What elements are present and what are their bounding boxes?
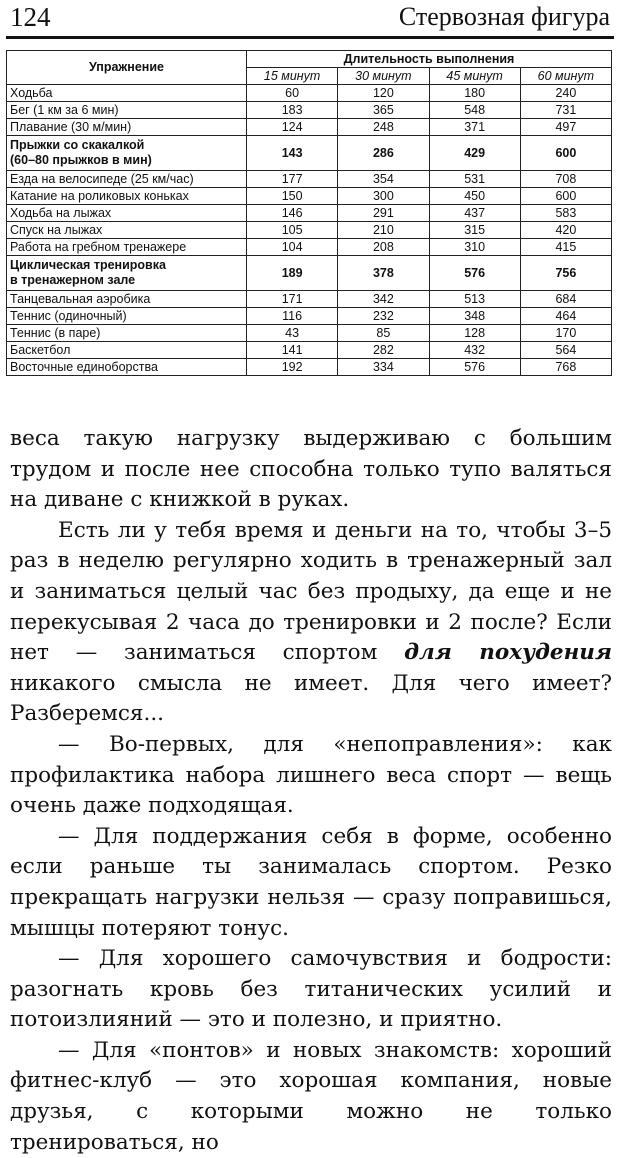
table-row (7, 119, 612, 136)
table-row (7, 359, 612, 376)
exercise-name-cell (7, 136, 247, 171)
calorie-table (6, 50, 612, 376)
table-row (7, 205, 612, 222)
exercise-name-cell: Баскетбол (7, 342, 247, 359)
exercise-name-cell: Плавание (30 м/мин) (7, 119, 247, 136)
calorie-value-cell: 576 (429, 359, 520, 376)
calorie-value-cell: 104 (247, 239, 338, 256)
calorie-value-cell: 120 (338, 85, 429, 102)
duration-header-cell: 60 минут (520, 68, 611, 85)
calorie-value-cell: 600 (520, 136, 611, 171)
exercise-name-cell: Спуск на лыжах (7, 222, 247, 239)
exercise-name-line: в тренажерном зале (10, 273, 136, 287)
calorie-value-cell: 189 (247, 256, 338, 291)
calorie-value-cell: 432 (429, 342, 520, 359)
book-title: Стервозная фигура (398, 2, 610, 31)
calorie-value-cell: 342 (338, 291, 429, 308)
calorie-value-cell: 371 (429, 119, 520, 136)
page-number: 124 (10, 2, 51, 32)
table-row (7, 291, 612, 308)
table-row (7, 239, 612, 256)
calorie-value-cell: 105 (247, 222, 338, 239)
paragraph: — Для поддержания себя в форме, особенно если раньше ты занималась спортом. Резко прекращать нагрузки нельзя — сразу поправишься, мышцы потеряют тонус. (10, 823, 612, 941)
duration-column-header: Длительность выполнения (247, 51, 612, 68)
calorie-value-cell: 600 (520, 188, 611, 205)
calorie-value-cell: 378 (338, 256, 429, 291)
calorie-value-cell: 192 (247, 359, 338, 376)
calorie-value-cell: 315 (429, 222, 520, 239)
duration-header-cell: 30 минут (338, 68, 429, 85)
calorie-value-cell: 141 (247, 342, 338, 359)
calorie-value-cell: 348 (429, 308, 520, 325)
table-row (7, 342, 612, 359)
calorie-value-cell: 60 (247, 85, 338, 102)
calorie-value-cell: 731 (520, 102, 611, 119)
paragraph: веса такую нагрузку выдерживаю с большим трудом и после нее способна только тупо валяться на диване с книжкой в руках. (10, 426, 612, 513)
calorie-value-cell: 497 (520, 119, 611, 136)
exercise-name-line: Прыжки со скакалкой (10, 138, 145, 152)
table-row (7, 102, 612, 119)
calorie-value-cell: 208 (338, 239, 429, 256)
calorie-value-cell: 548 (429, 102, 520, 119)
paragraph: — Во-первых, для «непоправления»: как профилактика набора лишнего веса спорт — вещь очень даже подходящая. (10, 731, 612, 819)
calorie-value-cell: 354 (338, 171, 429, 188)
calorie-value-cell: 684 (520, 291, 611, 308)
exercise-name-line: Циклическая тренировка (10, 258, 166, 272)
calorie-value-cell: 564 (520, 342, 611, 359)
calorie-value-cell: 768 (520, 359, 611, 376)
duration-header-cell: 45 минут (429, 68, 520, 85)
calorie-value-cell: 583 (520, 205, 611, 222)
calorie-value-cell: 420 (520, 222, 611, 239)
exercise-name-cell: Теннис (в паре) (7, 325, 247, 342)
duration-header-cell: 15 минут (247, 68, 338, 85)
calorie-value-cell: 334 (338, 359, 429, 376)
calorie-value-cell: 310 (429, 239, 520, 256)
calorie-value-cell: 150 (247, 188, 338, 205)
paragraph (10, 516, 612, 730)
calorie-value-cell: 85 (338, 325, 429, 342)
table-row (7, 85, 612, 102)
calorie-value-cell: 210 (338, 222, 429, 239)
calorie-value-cell: 232 (338, 308, 429, 325)
calorie-value-cell: 756 (520, 256, 611, 291)
calorie-value-cell: 183 (247, 102, 338, 119)
exercise-column-header: Упражнение (7, 51, 247, 85)
calorie-value-cell: 576 (429, 256, 520, 291)
calorie-value-cell: 513 (429, 291, 520, 308)
running-header (8, 0, 612, 34)
calorie-value-cell: 282 (338, 342, 429, 359)
exercise-name-cell: Восточные единоборства (7, 359, 247, 376)
table-row (7, 136, 612, 171)
calorie-value-cell: 43 (247, 325, 338, 342)
calorie-value-cell: 437 (429, 205, 520, 222)
table-row (7, 308, 612, 325)
calorie-value-cell: 708 (520, 171, 611, 188)
calorie-value-cell: 146 (247, 205, 338, 222)
body-text (10, 424, 612, 1158)
calorie-value-cell: 531 (429, 171, 520, 188)
paragraph: — Для «понтов» и новых знакомств: хороший фитнес-клуб — это хорошая компания, новые друзья, с которыми можно не только тренироваться, но (10, 1037, 612, 1155)
exercise-name-line: (60–80 прыжков в мин) (10, 153, 152, 167)
calorie-value-cell: 177 (247, 171, 338, 188)
table-row (7, 171, 612, 188)
calorie-value-cell: 415 (520, 239, 611, 256)
paragraph: — Для хорошего самочувствия и бодрости: разогнать кровь без титанических усилий и потоизлияний — это и полезно, и приятно. (10, 946, 612, 1033)
table-row (7, 325, 612, 342)
paragraph-text: никакого смысла не имеет. Для чего имеет? Разберемся... (10, 670, 612, 727)
exercise-name-cell: Ходьба на лыжах (7, 205, 247, 222)
calorie-value-cell: 170 (520, 325, 611, 342)
calorie-value-cell: 464 (520, 308, 611, 325)
table-body (7, 85, 612, 376)
calorie-value-cell: 124 (247, 119, 338, 136)
exercise-name-cell (7, 256, 247, 291)
calorie-value-cell: 291 (338, 205, 429, 222)
paragraph-text: Есть ли у тебя время и деньги на то, чтобы 3–5 раз в неделю регулярно ходить в тренажерный зал и заниматься целый час без продыху, да еще и не перекусывая 2 часа до тренировки и 2 после? Если нет — заниматься спортом (10, 517, 612, 666)
exercise-name-cell: Работа на гребном тренажере (7, 239, 247, 256)
calorie-value-cell: 128 (429, 325, 520, 342)
table-row (7, 188, 612, 205)
exercise-name-cell: Теннис (одиночный) (7, 308, 247, 325)
calorie-value-cell: 248 (338, 119, 429, 136)
calorie-value-cell: 429 (429, 136, 520, 171)
exercise-name-cell: Езда на велосипеде (25 км/час) (7, 171, 247, 188)
calorie-value-cell: 180 (429, 85, 520, 102)
calorie-value-cell: 240 (520, 85, 611, 102)
table-row (7, 256, 612, 291)
exercise-name-cell: Катание на роликовых коньках (7, 188, 247, 205)
table-row (7, 222, 612, 239)
calorie-value-cell: 286 (338, 136, 429, 171)
calorie-value-cell: 365 (338, 102, 429, 119)
calorie-value-cell: 116 (247, 308, 338, 325)
calorie-value-cell: 450 (429, 188, 520, 205)
calorie-value-cell: 171 (247, 291, 338, 308)
exercise-name-cell: Ходьба (7, 85, 247, 102)
exercise-name-cell: Бег (1 км за 6 мин) (7, 102, 247, 119)
calorie-value-cell: 300 (338, 188, 429, 205)
calorie-value-cell: 143 (247, 136, 338, 171)
emphasis: для похудения (404, 640, 612, 666)
exercise-name-cell: Танцевальная аэробика (7, 291, 247, 308)
header-rule (6, 36, 614, 39)
